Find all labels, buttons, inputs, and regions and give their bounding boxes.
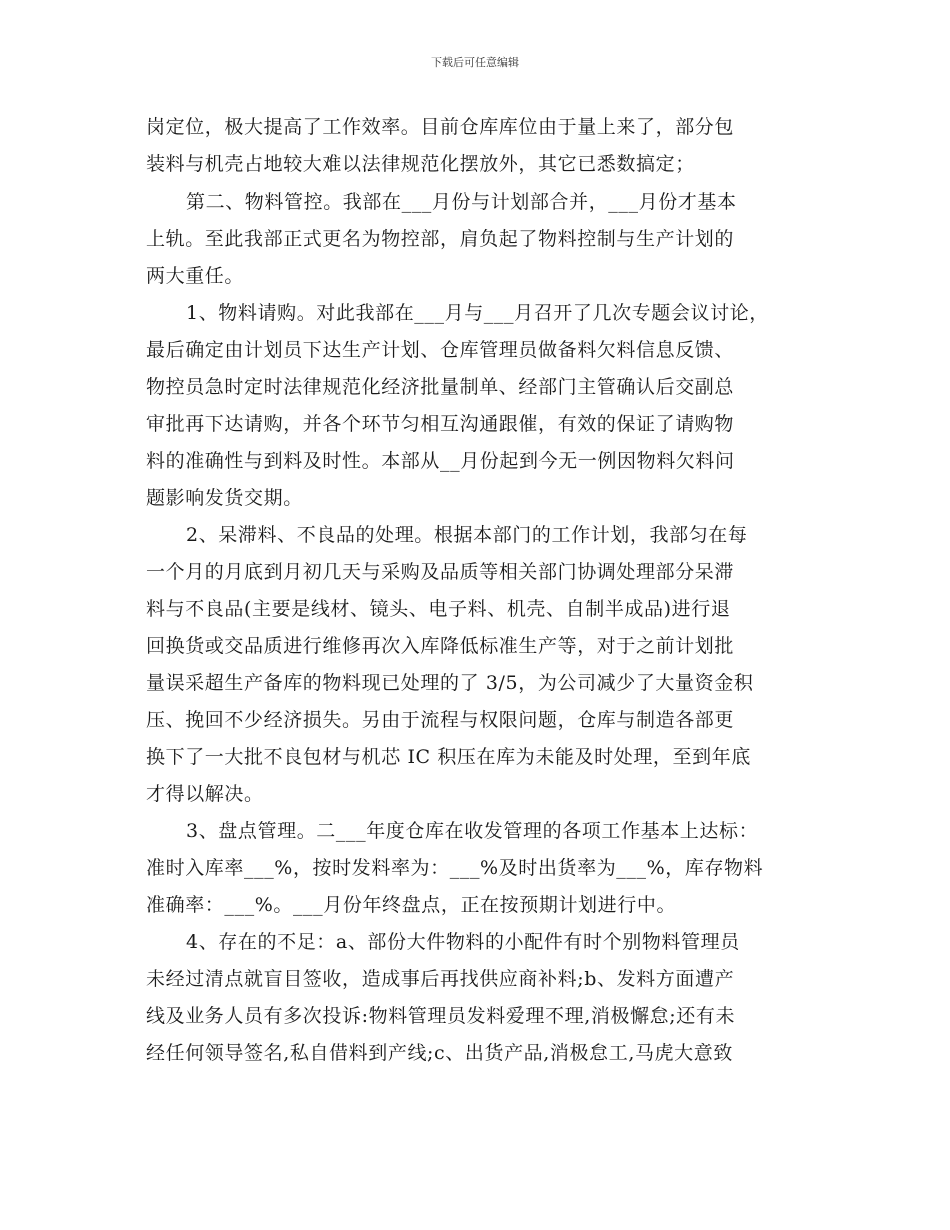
text-line: 物控员急时定时法律规范化经济批量制单、经部门主管确认后交副总 <box>146 376 735 398</box>
text-line: 装料与机壳占地较大难以法律规范化摆放外，其它已悉数搞定； <box>146 153 695 175</box>
text-line: 题影响发货交期。 <box>146 487 303 509</box>
text-line: 最后确定由计划员下达生产计划、仓库管理员做备料欠料信息反馈、 <box>146 339 735 361</box>
text-line: 未经过清点就盲目签收，造成事后再找供应商补料;b、发料方面遭产 <box>146 968 735 990</box>
text-line: 一个月的月底到月初几天与采购及品质等相关部门协调处理部分呆滞 <box>146 561 735 583</box>
text-line: 料的准确性与到料及时性。本部从__月份起到今无一例因物料欠料问 <box>146 450 735 472</box>
page-header: 下载后可任意编辑 <box>431 56 519 69</box>
text-line: 经任何领导签名,私自借料到产线;c、出货产品,消极怠工,马虎大意致 <box>146 1042 733 1064</box>
text-line: 3、盘点管理。二___年度仓库在收发管理的各项工作基本上达标： <box>186 820 759 842</box>
text-line: 量误采超生产备库的物料现已处理的了 3/5，为公司减少了大量资金积 <box>146 672 754 694</box>
text-line: 压、挽回不少经济损失。另由于流程与权限问题，仓库与制造各部更 <box>146 709 735 731</box>
text-line: 线及业务人员有多次投诉:物料管理员发料爱理不理,消极懈怠;还有未 <box>146 1005 736 1027</box>
text-line: 第二、物料管控。我部在___月份与计划部合并，___月份才基本 <box>186 191 737 213</box>
text-line: 才得以解决。 <box>146 783 264 805</box>
text-line: 审批再下达请购，并各个环节匀相互沟通跟催，有效的保证了请购物 <box>146 413 735 435</box>
text-line: 4、存在的不足：a、部份大件物料的小配件有时个别物料管理员 <box>186 931 740 953</box>
text-line: 准确率：___%。___月份年终盘点，正在按预期计划进行中。 <box>146 894 677 916</box>
text-line: 1、物料请购。对此我部在___月与___月召开了几次专题会议讨论， <box>186 302 769 324</box>
text-line: 岗定位，极大提高了工作效率。目前仓库库位由于量上来了，部分包 <box>146 116 735 138</box>
text-line: 准时入库率___%，按时发料率为：___%及时出货率为___%，库存物料 <box>146 857 764 879</box>
text-line: 上轨。至此我部正式更名为物控部，肩负起了物料控制与生产计划的 <box>146 228 735 250</box>
text-line: 换下了一大批不良包材与机芯 IC 积压在库为未能及时处理，至到年底 <box>146 746 751 768</box>
text-line: 回换货或交品质进行维修再次入库降低标准生产等，对于之前计划批 <box>146 635 735 657</box>
text-line: 两大重任。 <box>146 265 245 287</box>
text-line: 2、呆滞料、不良品的处理。根据本部门的工作计划，我部匀在每 <box>186 524 748 546</box>
text-line: 料与不良品(主要是线材、镜头、电子料、机壳、自制半成品)进行退 <box>146 598 731 620</box>
